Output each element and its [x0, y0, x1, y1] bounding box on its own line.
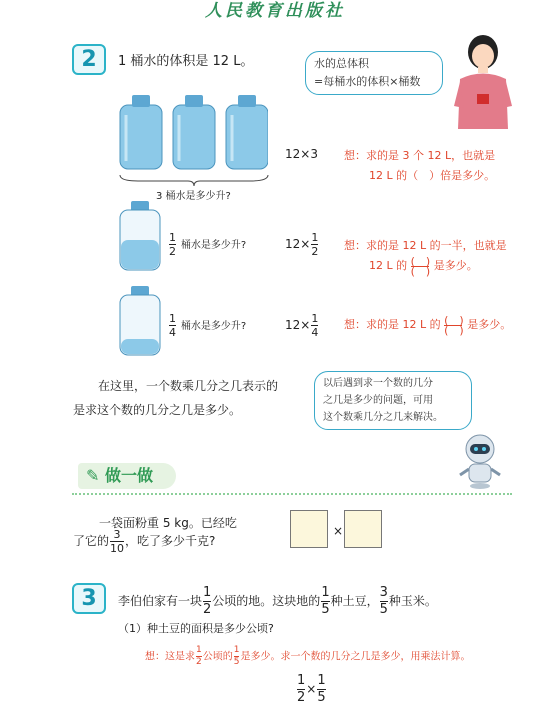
example-number-2: 2	[72, 44, 106, 75]
think-row1-line1: 想：求的是 3 个 12 L，也就是	[344, 149, 496, 162]
section-divider	[72, 493, 512, 495]
fraction: $\frac{1}{4}$	[169, 312, 176, 339]
bubble-line: 这个数乘几分之几来解决。	[323, 412, 443, 423]
bubble-line: 以后遇到求一个数的几分	[323, 378, 433, 389]
times-sign: ×	[333, 524, 344, 538]
robot-speech-bubble	[314, 371, 472, 430]
three-water-bottles-image	[118, 93, 268, 173]
row2-question: $\frac{1}{2}$ 桶水是多少升?	[169, 231, 247, 258]
bubble-line: 水的总体积	[314, 57, 369, 70]
example-number-3: 3	[72, 583, 106, 614]
expr-half-times-fifth: $\frac{1}{2}$ × $\frac{1}{5}$	[297, 673, 326, 705]
think-row1-line2: 12 L 的（ ）倍是多少。	[369, 169, 496, 182]
answer-box-1[interactable]	[290, 510, 328, 548]
quarter-filled-bottle-image	[118, 285, 162, 357]
think-row2-line2: 12 L 的 $\frac{( )}{( )}$ 是多少。	[369, 254, 478, 278]
pencil-icon: ✎	[86, 466, 100, 485]
row3-question: $\frac{1}{4}$ 桶水是多少升?	[169, 312, 247, 339]
practice-line2: 了它的 $\frac{3}{10}$ ，吃了多少千克?	[73, 528, 216, 555]
example2-intro: 1 桶水的体积是 12 L。	[118, 54, 254, 69]
answer-box-2[interactable]	[344, 510, 382, 548]
think-row3: 想：求的是 12 L 的 $\frac{( )}{( )}$ 是多少。	[344, 313, 512, 337]
summary-line2: 是求这个数的几分之几是多少。	[73, 403, 242, 417]
robot-illustration	[458, 433, 502, 489]
fraction: $\frac{1}{2}$	[169, 231, 176, 258]
half-filled-bottle-image	[118, 200, 162, 272]
bubble-line: 之几是多少的问题，可用	[323, 395, 433, 406]
zuoyizuo-title: 做一做	[104, 466, 153, 485]
practice-line1: 一袋面粉重 5 kg。已经吃	[99, 516, 237, 530]
zuoyizuo-header	[78, 463, 176, 489]
summary-line1: 在这里，一个数乘几分之几表示的	[98, 379, 279, 393]
think-example3: 想：这是求 $\frac{1}{2}$ 公顷的 $\frac{1}{5}$ 是多少。求一个数的几分之几是多少，用乘法计算。	[145, 645, 471, 667]
brace-label: 3 桶水是多少升?	[156, 191, 231, 202]
girl-speech-bubble	[305, 51, 443, 95]
bubble-line: =每桶水的体积×桶数	[314, 75, 421, 88]
expr-12x-quarter: 12× $\frac{1}{4}$	[285, 312, 319, 339]
example3-text: 李伯伯家有一块 $\frac{1}{2}$ 公顷的地。这块地的 $\frac{1}{5}$ 种土豆， $\frac{3}{5}$ 种玉米。	[118, 585, 437, 617]
question-1: （1）种土豆的面积是多少公顷?	[118, 622, 274, 635]
girl-illustration	[452, 34, 514, 136]
expr-12x3: 12×3	[285, 147, 318, 161]
brace-icon	[118, 173, 270, 187]
think-row2-line1: 想：求的是 12 L 的一半，也就是	[344, 239, 507, 252]
expr-12x-half: 12× $\frac{1}{2}$	[285, 231, 319, 258]
publisher-watermark: 人民教育出版社	[205, 1, 345, 21]
